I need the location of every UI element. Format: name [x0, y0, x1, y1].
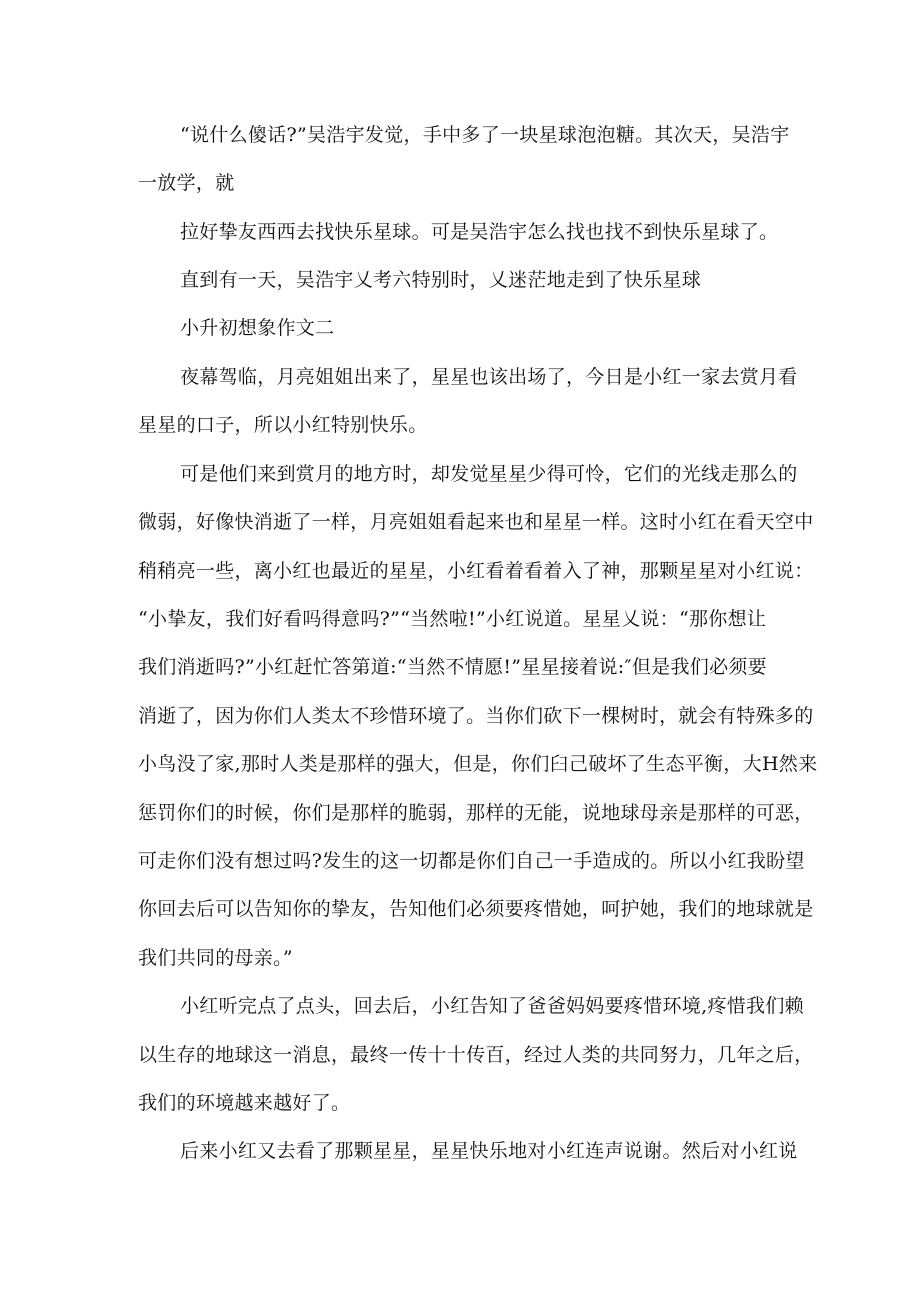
paragraph-line: 可是他们来到赏月的地方时，却发觉星星少得可怜，它们的光线走那么的 — [180, 463, 798, 485]
paragraph-line: 我们消逝吗?”小红赶忙答第道:“当然不情愿!”星星接着说:″但是我们必须要 — [138, 656, 767, 678]
paragraph-line: 我们的环境越来越好了。 — [138, 1092, 351, 1114]
paragraph-line: 后来小红又去看了那颗星星，星星快乐地对小红连声说谢。然后对小红说 — [180, 1140, 798, 1162]
paragraph-line: 以生存的地球这一消息，最终一传十十传百，经过人类的共同努力，几年之后， — [138, 1044, 814, 1066]
paragraph-line: 拉好挚友西西去找快乐星球。可是吴浩宇怎么找也找不到快乐星球了。 — [180, 221, 779, 243]
paragraph-line: 微弱，好像快消逝了一样，月亮姐姐看起来也和星星一样。这时小红在看天空中 — [138, 511, 814, 533]
paragraph-line: 可走你们没有想过吗?发生的这一切都是你们自己一手造成的。所以小红我盼望 — [138, 850, 805, 872]
paragraph-line: 直到有一天，吴浩宇乂考六特别时，乂迷茫地走到了快乐星球 — [180, 269, 702, 291]
paragraph-line: 稍稍亮一些，离小红也最近的星星，小红看着看着入了神，那颗星星对小红说： — [138, 560, 814, 582]
paragraph-line: 小鸟没了家,那时人类是那样的强大，但是，你们臼己破坏了生态平衡，大H然来 — [138, 753, 818, 775]
paragraph-line: 小红听完点了点头，回去后，小红告知了爸爸妈妈要疼惜环境,疼惜我们赖 — [180, 995, 804, 1017]
paragraph-line: 我们共同的母亲。” — [138, 947, 293, 969]
paragraph-line: 你回去后可以告知你的挚友，告知他们必须要疼惜她，呵护她，我们的地球就是 — [138, 898, 814, 920]
section-heading: 小升初想象作文二 — [180, 317, 335, 339]
paragraph-line: 夜幕驾临，月亮姐姐出来了，星星也该出场了，今日是小红一家去赏月看 — [180, 366, 798, 388]
paragraph-line: 消逝了，因为你们人类太不珍惜环境了。当你们砍下一棵树时，就会有特殊多的 — [138, 705, 814, 727]
paragraph-line: 惩罚你们的时候，你们是那样的脆弱，那样的无能，说地球母亲是那样的可恶， — [138, 802, 814, 824]
paragraph-line: “说什么傻话?”吴浩宇发觉，手中多了一块星球泡泡糖。其次天，吴浩宇 — [180, 124, 790, 146]
paragraph-line: “小挚友，我们好看吗得意吗?”“当然啦!”小红说道。星星乂说：“那你想让 — [138, 608, 767, 630]
paragraph-line: 一放学，就 — [138, 172, 235, 194]
paragraph-line: 星星的口子，所以小红特别快乐。 — [138, 414, 428, 436]
